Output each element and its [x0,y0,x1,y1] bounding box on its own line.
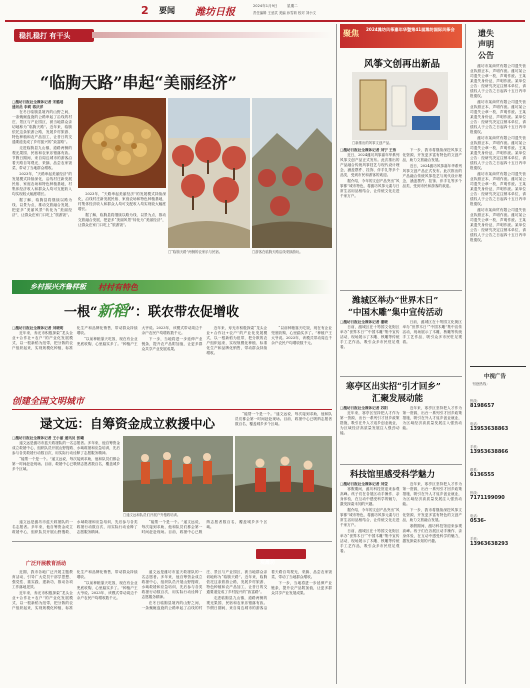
article-2-paragraph: 下一步，当地将进一步延伸产业链条，提升农产品附加值，让更多群众共享产业发展成果。 [141,337,203,351]
rescue-team-image [235,436,332,512]
article-1-photo-food [78,98,166,188]
sidebar-ad-divider [470,366,526,367]
article-1-paragraph: 走进临朐县九山镇，道路两侧的观光果园、民宿和农家乐错落有致。节假日期间，来自周边城市的游客沿着天路自驾观光，采摘、品尝农家饭菜，带动了当地群众增收。 [12,146,72,170]
article-3-paragraph: “能帮一个是一个。”逯文远说，每次接到求助，他和队员们都会第一时间赶赴现场。目前，救援中心已吸纳志愿者数百名，覆盖城乡多个区域。 [235,412,332,426]
sidebar-title-line: 声明 [478,40,494,49]
sidebar-title-line: 遗失 [478,29,494,38]
issue-date: 2024年1月9日 [253,4,278,8]
phone-number: 7171199090 [470,495,505,501]
article-1-byline-2: 通讯员 李莉 蒋庆洋 [12,105,44,109]
article-2-paragraph: “以前种粮靠天吃饭，现在有企业兜底收购，心里踏实多了。”种植户王大爷说。2023年，该模式带动周边千余户农民户均增收数千元。 [76,326,203,346]
article-4-byline: □潍坊日报社全媒体记者 刘宁 王伟 [340,148,397,152]
article-3-paragraph: “能帮一个是一个。”逯文远说，每次接到求助，他和队员们都会第一时间赶赴现场。目前，救援中心已吸纳志愿者数百名，覆盖城乡多个区域。 [141,520,268,534]
banner-brush-decoration [92,32,332,38]
bottom-article-paragraph: 走进临朐县九山镇，道路两侧的观光果园、民宿和农家乐错落有致。节假日期间，来自周边城市的游客沿着天路自驾观光，采摘、品尝农家饭菜，带动了当地群众增收。 [206,570,332,610]
article-7-paragraph: 寒假期间，潍坊科技馆迎来参观高峰。孩子们在各展区动手操作、亲身体验，在互动中感受科学的魅力，激发探索未知的兴趣。 [340,487,400,506]
phone-label: 热线： [470,399,481,403]
banner-3-underline [12,409,332,410]
sidebar-notice-paragraph: 潍坊市某商贸有限公司遗失营业执照正本，声明作废。潍坊某公司遗失公章一枚，声明作废。王某某遗失身份证，声明作废。某单位公告：经研究决定注销本单位，请债权人于公告之日起四十五日内申报债权。 [470,64,526,98]
orchard-landscape-image [168,98,250,248]
phone-number: 0536- [470,518,486,524]
article-1-paragraph: 据了解，临朐县将继续以路为线、以景为点，推动交旅融合发展，把更多“美丽风景”转化为“美丽经济”，让群众在家门口吃上“旅游饭”。 [12,198,72,217]
article-7-paragraph: 据介绍，今年的文创产品突出“风筝都”城市特色，将潍坊风筝元素与日常生活用品相结合，让传统文化走进千家万户。 [340,508,400,527]
article-2-byline: □潍坊日报社全媒体记者 刘晓明 [12,326,64,330]
kite-banner-tag: 聚焦 [343,29,359,38]
article-1-photo-hills [252,98,332,248]
kite-product-image [352,72,448,140]
column-divider-right [465,24,466,684]
article-5-paragraph: 日前，潍城区在十笏园文化街区举办“世界木日”“中国木雕”集中宣传活动，现场展示了木雕、核雕等传统手工艺作品，吸引众多市民驻足观看。 [340,325,400,349]
article-3-photo-team [235,436,332,512]
article-2-paragraph: 近年来，寿光市积极探索“龙头企业+合作社+农户”的产业化发展模式，以一根新稻为纽带，把分散的农户组织起来，实现规模化种植、标准化生产和品牌化销售，带动群众持续增收。 [206,326,268,355]
sidebar-notices [470,64,526,360]
article-2-title-suffix: ”：联农带农促增收 [127,305,239,320]
section-banner-3 [12,392,172,408]
sidebar-notice-paragraph: 潍坊市某商贸有限公司遗失营业执照正本，声明作废。潍坊某公司遗失公章一枚，声明作废。王某某遗失身份证，声明作废。某单位公告：经研究决定注销本单位，请债权人于公告之日起四十五日内申报债权。 [470,172,526,206]
sidebar-notice-paragraph: 潍坊市某商贸有限公司遗失营业执照正本，声明作废。潍坊某公司遗失公章一枚，声明作废。王某某遗失身份证，声明作废。某单位公告：经研究决定注销本单位，请债权人于公告之日起四十五日内申报债权。 [470,136,526,170]
divider-a6 [340,376,462,377]
article-6-paragraph: 近年来，寒亭区坚持把人才作为第一资源，出台一系列引才回乡政策措施，吸引在外人才返乡创业就业，为区域经济高质量发展注入强劲动能。 [340,411,400,435]
article-2-paragraph: “以前种粮靠天吃饭，现在有企业兜底收购，心里踏实多了。”种植户王大爷说。2023年，该模式带动周边千余户农民户均增收数千元。 [271,326,332,345]
phone-label: 热线： [470,491,481,495]
article-6-title-2: 汇聚发展动能 [372,394,424,404]
article-4-paragraph: 下一步，我市将继续深挖风筝文化资源，开发更多富有特色的文创产品，助力文旅融合发展。 [402,148,462,162]
column-divider-mid [336,24,337,684]
article-4-photo [352,72,448,140]
article-5-title-2: “中国木雕”集中宣传活动 [348,308,443,318]
bottom-article-paragraph: 下一步，当地将进一步延伸产业链条，提升农产品附加值，让更多群众共享产业发展成果。 [271,581,332,595]
bottom-article-paragraph: 近年来，寿光市积极探索“龙头企业+合作社+农户”的产业化发展模式，以一根新稻为纽带，把分散的农户组织起来，实现规模化种植、标准化生产和品牌化销售，带动群众持续增收。 [12,570,138,610]
article-4-paragraph: 近日，2024潍坊风筝嘉年华系列风筝文创产品正式发布。此次推出的产品融合传统风筝技艺与现代设计理念，涵盖摆件、挂饰、伴手礼等多个品类，受到市民和游客的欢迎。 [340,153,400,177]
bottom-article-paragraph: 逯文远是潍坊市蓝天救援队的一名志愿者。多年来，他自筹资金成立救援中心，组织队员开展山野搜救、水域救援和应急培训，先后参与各类救援行动数百次，用实际行动诠释了志愿服务精神。 [141,570,203,599]
article-2-body [12,326,332,390]
article-3-caption: □逯文远和队员们开展户外搜救培训。 [123,513,181,517]
article-1-byline: □潍坊日报社全媒体记者 宋璐瑶 [12,100,64,104]
article-3-title: 逯文远：自筹资金成立救援中心 [40,416,216,431]
article-2-title-prefix: 一根“ [64,305,98,320]
article-2-paragraph: 近年来，寿光市积极探索“龙头企业+合作社+农户”的产业化发展模式，以一根新稻为纽带，把分散的农户组织起来，实现规模化种植、标准化生产和品牌化销售，带动群众持续增收。 [12,326,138,350]
phone-number: 13963638293 [470,541,509,547]
issue-weekday: 星期二 [287,4,298,8]
rescue-training-image [123,436,233,512]
article-5-byline: □潍坊日报社全媒体记者 潘晓 [340,320,388,324]
section-banner-2-text: 乡村振兴齐鲁样板 [30,283,86,291]
section-banner-3-text: 创建全国文明城市 [12,396,85,407]
sidebar-phone-list [470,392,526,547]
article-4-paragraph: 近日，2024潍坊风筝嘉年华系列风筝文创产品正式发布。此次推出的产品融合传统风筝技艺与现代设计理念，涵盖摆件、挂饰、伴手礼等多个品类，受到市民和游客的欢迎。 [402,164,462,188]
kite-festival-banner [340,24,462,48]
section-banner-1-text: 稳扎稳打 有干头 [19,31,71,40]
phone-label: 手机： [470,445,481,449]
article-3-paragraph: 逯文远是潍坊市蓝天救援队的一名志愿者。多年来，他自筹资金成立救援中心，组织队员开展山野搜救、水域救援和应急培训，先后参与各类救援行动数百次，用实际行动诠释了志愿服务精神。 [12,441,120,455]
bottom-divider [12,541,332,542]
article-5-paragraph: 日前，潍城区在十笏园文化街区举办“世界木日”“中国木雕”集中宣传活动，现场展示了木雕、核雕等传统手工艺作品，吸引众多市民驻足观看。 [402,320,462,344]
article-1-body [12,100,72,248]
bottom-tag [256,549,306,566]
paper-name: 潍坊日报 [195,7,235,18]
kite-banner-title: 2024潍坊风筝嘉年华暨第41届潍坊国际风筝会 [366,27,455,32]
phone-label: 电话： [470,422,481,426]
bottom-article-paragraph: “以前种粮靠天吃饭，现在有企业兜底收购，心里踏实多了。”种植户王大爷说。2023年，该模式带动周边千余户农民户均增收数千元。 [76,581,138,600]
phone-number: 8198657 [470,403,495,409]
sidebar-ad-title: 中视广告 [484,374,507,380]
article-1-photo-landscape [168,98,250,248]
section-banner-2 [12,280,332,294]
section-banner-2-sub: 村村有特色 [98,282,138,292]
bottom-article-title: 广泛开展教育活动 [26,561,67,567]
article-7-paragraph: 近年来，寒亭区坚持把人才作为第一资源，出台一系列引才回乡政策措施，吸引在外人才返乡创业就业，为区域经济高质量发展注入强劲动能。 [402,482,462,506]
sidebar-title [478,28,522,61]
masthead [135,4,385,20]
article-6-title: 寒亭区出实招“引才回乡” [346,382,441,392]
phone-label: 联系： [470,468,481,472]
phone-number: 6136555 [470,472,495,478]
sidebar-ad-label: 刊登热线： [472,382,490,386]
phone-number: 13953638866 [470,449,509,455]
article-4-caption: □新推出的风筝文创产品。 [352,141,393,145]
article-3-byline: □潍坊日报社全媒体记者 王小丽 通讯员 张曦 [12,436,84,440]
article-2-title-highlight: 新稻 [97,302,128,320]
article-1-title: “临朐天路”串起“美丽经济” [40,73,237,92]
article-1-caption-1: □“临朐天路”两侧的农家乐与民宿。 [168,250,223,254]
hills-landscape-image [252,98,332,248]
article-4-paragraph: 据介绍，今年的文创产品突出“风筝都”城市特色，将潍坊风筝元素与日常生活用品相结合，让传统文化走进千家万户。 [340,179,400,198]
sidebar-notice-paragraph: 潍坊市某商贸有限公司遗失营业执照正本，声明作废。潍坊某公司遗失公章一枚，声明作废。王某某遗失身份证，声明作废。某单位公告：经研究决定注销本单位，请债权人于公告之日起四十五日内申报债权。 [470,100,526,134]
bottom-tag-text: 观潍坊 [260,560,276,566]
article-7-paragraph: 下一步，我市将继续深挖风筝文化资源，开发更多富有特色的文创产品，助力文旅融合发展。 [402,508,462,522]
article-3-body-right [235,412,332,434]
section-name: 要闻 [159,6,175,15]
article-1-paragraph: 2023年，“天路串起美丽经济”的发展模式持续深化，沿线村庄新发展民宿、家庭农场和特色种植基地，村集体经济收入和群众人均可支配收入均实现较大幅度增长。 [78,192,166,211]
phone-label: 电话： [470,514,481,518]
bottom-article-paragraph: 近期，我市各地广泛开展主题教育活动，引导广大党员干部学思想、强党性、重实践、建新功，推动各项工作落地见效。 [12,570,73,589]
article-5-title: 潍城区举办“世界木日” [352,296,439,306]
sidebar-notice-paragraph: 潍坊市某商贸有限公司遗失营业执照正本，声明作废。潍坊某公司遗失公章一枚，声明作废。王某某遗失身份证，声明作废。某单位公告：经研究决定注销本单位，请债权人于公告之日起四十五日内申报债权。 [470,208,526,242]
divider-a5 [340,290,462,291]
article-3-body-lower [12,520,332,540]
article-4-title: 风筝文创再出新品 [364,59,441,70]
article-7-paragraph: 日前，潍城区在十笏园文化街区举办“世界木日”“中国木雕”集中宣传活动，现场展示了木雕、核雕等传统手工艺作品，吸引众多市民驻足观看。 [340,529,400,553]
phone-label: 手机： [470,537,481,541]
article-7-paragraph: 寒假期间，潍坊科技馆迎来参观高峰。孩子们在各展区动手操作、亲身体验，在互动中感受科学的魅力，激发探索未知的兴趣。 [402,524,462,543]
article-7-title: 科技馆里感受科学魅力 [350,470,436,480]
article-3-photo-rescue [123,436,233,512]
article-2-title [64,300,239,321]
article-3-paragraph: “能帮一个是一个。”逯文远说，每次接到求助，他和队员们都会第一时间赶赴现场。目前，救援中心已吸纳志愿者数百名，覆盖城乡多个区域。 [12,457,120,471]
bottom-article-body [12,570,332,682]
header-rule [5,20,525,22]
page-number: 2 [141,4,149,17]
article-1-paragraph: 在冬日临朐县境内的山野之间，一条蜿蜒盘旋的公路串起了沿线的村庄、景区与产业园区，被当地群众亲切地称为“临朐天路”。近年来，临朐依托这条旅游公路，发展乡村旅游、特色种植和农产品加工，让昔日的交通要道变成了乡村振兴的“致富路”。 [12,110,72,144]
phone-number: 13953638863 [470,426,509,432]
article-6-body [340,406,462,462]
bottom-article-paragraph: 在冬日临朐县境内的山野之间，一条蜿蜒盘旋的公路串起了沿线的村庄、景区与产业园区，被当地群众亲切地称为“临朐天路”。近年来，临朐依托这条旅游公路，发展乡村旅游、特色种植和农产品加工，让昔日的交通要道变成了乡村振兴的“致富路”。 [141,570,268,610]
article-6-byline: □潍坊日报社全媒体记者 苏阳 [340,406,388,410]
article-7-body [340,482,462,682]
article-1-caption-2: □游客在临朐天路沿线采摘游玩。 [252,250,303,254]
editor-credits: 责任编辑 王爱武 美编 孙雪莉 校对 刘小文 [253,11,317,15]
article-3-paragraph: 逯文远是潍坊市蓝天救援队的一名志愿者。多年来，他自筹资金成立救援中心，组织队员开展山野搜救、水域救援和应急培训，先后参与各类救援行动数百次，用实际行动诠释了志愿服务精神。 [12,520,138,534]
article-4-body [340,148,462,296]
divider-a7 [340,464,462,465]
article-6-paragraph: 近年来，寒亭区坚持把人才作为第一资源，出台一系列引才回乡政策措施，吸引在外人才返乡创业就业，为区域经济高质量发展注入强劲动能。 [402,406,462,430]
article-1-paragraph: 2023年，“天路串起美丽经济”的发展模式持续深化，沿线村庄新发展民宿、家庭农场和特色种植基地，村集体经济收入和群众人均可支配收入均实现较大幅度增长。 [12,172,72,196]
sidebar-title-line: 公告 [478,51,494,60]
article-1-body-continued [78,192,166,258]
article-7-byline: □潍坊日报社全媒体记者 刘莹 [340,482,388,486]
article-1-paragraph: 据了解，临朐县将继续以路为线、以景为点，推动交旅融合发展，把更多“美丽风景”转化为“美丽经济”，让群众在家门口吃上“旅游饭”。 [78,213,166,227]
article-3-body [12,436,120,518]
fried-food-image [78,98,166,188]
section-banner-1 [14,29,94,42]
article-5-body [340,320,462,374]
